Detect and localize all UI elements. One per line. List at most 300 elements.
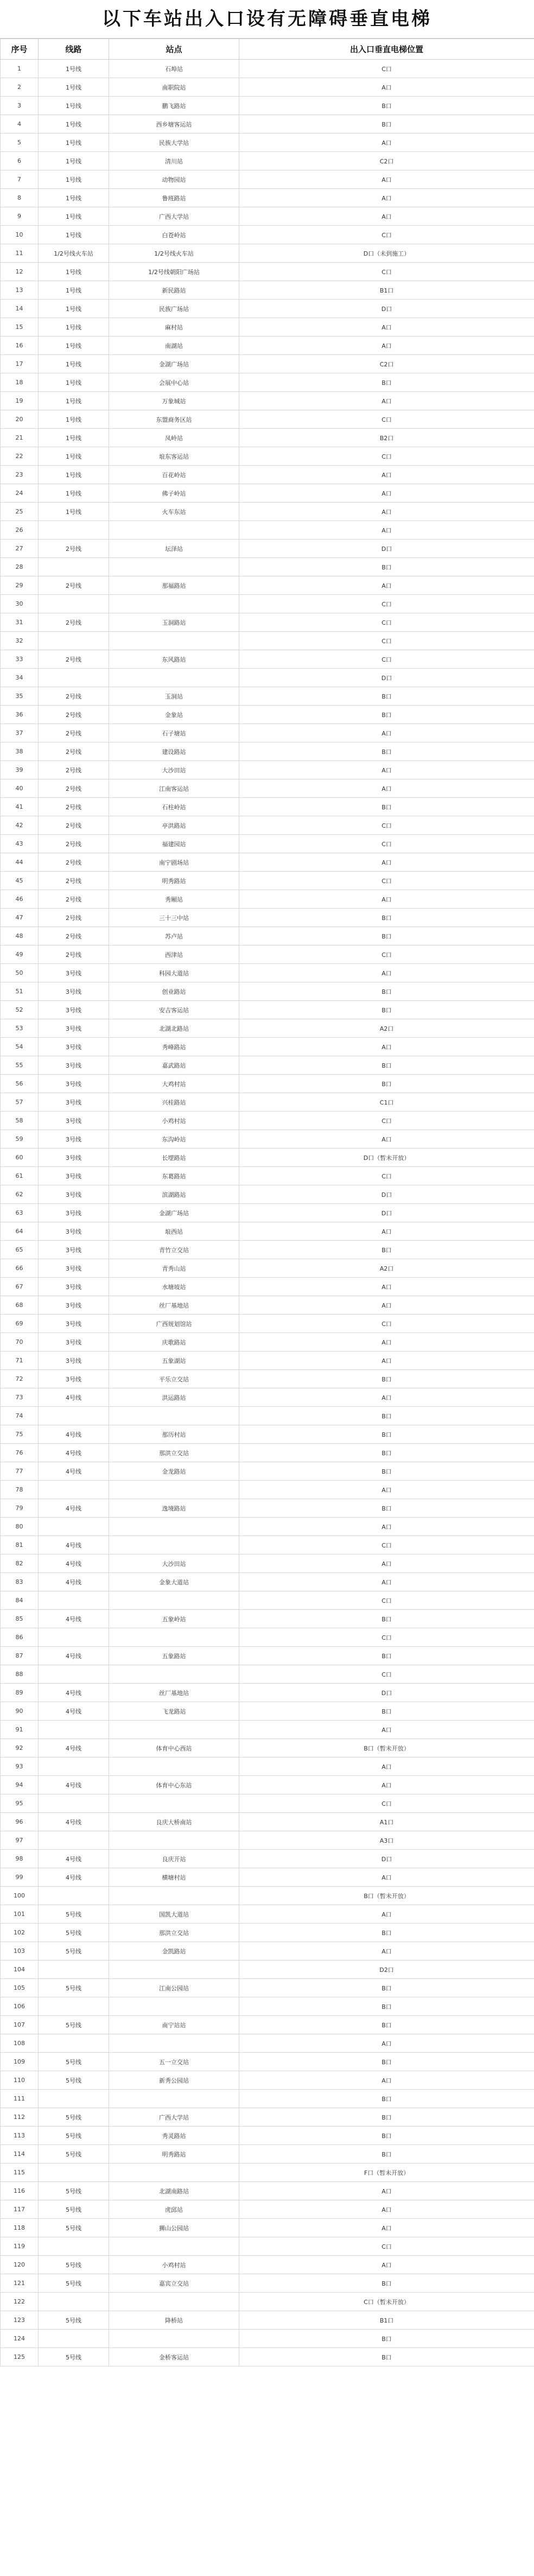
row-number: 120 [1, 2256, 39, 2274]
row-number: 124 [1, 2330, 39, 2348]
row-elevator-position: B口 [239, 2127, 534, 2145]
row-line: 4号线 [39, 1813, 109, 1831]
row-number: 110 [1, 2071, 39, 2090]
table-row [1, 2219, 534, 2237]
row-number: 46 [1, 890, 39, 909]
row-elevator-position: B口 [239, 1425, 534, 1444]
row-station [109, 1721, 239, 1739]
row-elevator-position: A2口 [239, 1019, 534, 1038]
row-number: 34 [1, 669, 39, 687]
row-station [109, 1887, 239, 1905]
row-number: 104 [1, 1960, 39, 1979]
row-number: 119 [1, 2237, 39, 2256]
row-station: 金湖广场站 [109, 1204, 239, 1222]
row-station [109, 1997, 239, 2016]
row-station [109, 1591, 239, 1610]
row-line [39, 521, 109, 540]
table-row [1, 1665, 534, 1684]
row-elevator-position: C口 [239, 946, 534, 964]
row-station [109, 632, 239, 650]
row-elevator-position: D口 [239, 1204, 534, 1222]
row-elevator-position: A口 [239, 2182, 534, 2200]
row-station: 坛泽站 [109, 540, 239, 558]
row-line: 1号线 [39, 503, 109, 521]
row-line: 4号线 [39, 1850, 109, 1868]
row-elevator-position: A口 [239, 724, 534, 743]
table-row [1, 337, 534, 355]
row-line [39, 1518, 109, 1536]
row-elevator-position: C口（暂未开放） [239, 2293, 534, 2311]
row-elevator-position: A口 [239, 170, 534, 189]
table-row [1, 2071, 534, 2090]
row-line: 1号线 [39, 97, 109, 115]
row-elevator-position: C口 [239, 1112, 534, 1130]
row-line: 3号线 [39, 1149, 109, 1167]
row-number: 115 [1, 2163, 39, 2182]
row-line: 4号线 [39, 1536, 109, 1555]
row-number: 12 [1, 263, 39, 281]
row-elevator-position: A口 [239, 134, 534, 152]
table-row [1, 373, 534, 392]
table-row [1, 1555, 534, 1573]
row-elevator-position: A口 [239, 2034, 534, 2053]
table-row [1, 2034, 534, 2053]
row-number: 123 [1, 2311, 39, 2330]
row-line: 3号线 [39, 1352, 109, 1370]
row-number: 101 [1, 1905, 39, 1924]
row-elevator-position: B口 [239, 798, 534, 816]
row-station: 1/2号线火车站 [109, 244, 239, 263]
row-station: 东风路站 [109, 650, 239, 669]
row-elevator-position: A口 [239, 2256, 534, 2274]
row-number: 61 [1, 1167, 39, 1185]
row-line: 3号线 [39, 1315, 109, 1333]
row-line: 3号线 [39, 1075, 109, 1093]
row-line: 3号线 [39, 1001, 109, 1019]
row-number: 70 [1, 1333, 39, 1352]
table-row [1, 1388, 534, 1407]
row-station: 降桥站 [109, 2311, 239, 2330]
row-line [39, 2090, 109, 2108]
row-number: 41 [1, 798, 39, 816]
row-line [39, 1721, 109, 1739]
row-station: 福建园站 [109, 835, 239, 853]
row-number: 42 [1, 816, 39, 835]
table-row [1, 540, 534, 558]
row-number: 72 [1, 1370, 39, 1388]
row-number: 122 [1, 2293, 39, 2311]
row-station [109, 1518, 239, 1536]
row-elevator-position: A口 [239, 1757, 534, 1776]
row-station: 江南客运站 [109, 779, 239, 798]
table-row [1, 115, 534, 134]
row-number: 73 [1, 1388, 39, 1407]
table-row [1, 1222, 534, 1241]
row-line [39, 1665, 109, 1684]
row-line: 3号线 [39, 1038, 109, 1056]
row-number: 28 [1, 558, 39, 576]
row-elevator-position: A口 [239, 2219, 534, 2237]
row-elevator-position: A口 [239, 484, 534, 503]
row-elevator-position: C口 [239, 60, 534, 78]
row-elevator-position: C口 [239, 613, 534, 632]
table-row [1, 78, 534, 97]
row-line: 2号线 [39, 909, 109, 927]
row-station [109, 669, 239, 687]
table-row [1, 706, 534, 724]
row-line: 2号线 [39, 779, 109, 798]
row-elevator-position: A口 [239, 207, 534, 226]
row-elevator-position: A口 [239, 1868, 534, 1887]
row-line: 1号线 [39, 189, 109, 207]
row-number: 84 [1, 1591, 39, 1610]
table-row [1, 1001, 534, 1019]
row-elevator-position: B口 [239, 373, 534, 392]
table-row [1, 1794, 534, 1813]
row-elevator-position: A口 [239, 318, 534, 337]
row-elevator-position: B口 [239, 1370, 534, 1388]
table-row [1, 872, 534, 890]
table-row [1, 1610, 534, 1628]
table-row [1, 521, 534, 540]
table-row [1, 484, 534, 503]
table-row [1, 1887, 534, 1905]
row-elevator-position: C口 [239, 1628, 534, 1647]
row-station: 秀峰路站 [109, 1038, 239, 1056]
row-station: 苏卢站 [109, 927, 239, 946]
table-row [1, 743, 534, 761]
row-station: 金凯路站 [109, 1942, 239, 1960]
row-station: 新秀公园站 [109, 2071, 239, 2090]
row-number: 26 [1, 521, 39, 540]
row-station: 玉洞站 [109, 687, 239, 706]
row-number: 74 [1, 1407, 39, 1425]
row-number: 10 [1, 226, 39, 244]
row-station: 国凯大道站 [109, 1905, 239, 1924]
row-station: 东葛路站 [109, 1167, 239, 1185]
row-line [39, 1794, 109, 1813]
row-elevator-position: A口 [239, 1555, 534, 1573]
row-station: 东沟岭站 [109, 1130, 239, 1149]
row-number: 97 [1, 1831, 39, 1850]
row-elevator-position: C口 [239, 263, 534, 281]
table-row [1, 2256, 534, 2274]
row-line: 4号线 [39, 1555, 109, 1573]
row-station: 横塘村站 [109, 1868, 239, 1887]
row-line: 3号线 [39, 1222, 109, 1241]
row-line: 3号线 [39, 1019, 109, 1038]
row-station [109, 558, 239, 576]
row-line: 1号线 [39, 134, 109, 152]
row-elevator-position: D口 [239, 669, 534, 687]
row-station: 虎邱站 [109, 2200, 239, 2219]
table-header-row [1, 39, 534, 60]
row-elevator-position: C口 [239, 1665, 534, 1684]
row-line: 3号线 [39, 1204, 109, 1222]
row-line [39, 1481, 109, 1499]
row-number: 38 [1, 743, 39, 761]
row-number: 118 [1, 2219, 39, 2237]
row-elevator-position: C2口 [239, 355, 534, 373]
row-station [109, 595, 239, 613]
row-number: 17 [1, 355, 39, 373]
row-number: 27 [1, 540, 39, 558]
row-station: 兴桂路站 [109, 1093, 239, 1112]
table-row [1, 1038, 534, 1056]
table-row [1, 2016, 534, 2034]
table-row [1, 946, 534, 964]
row-station: 金象站 [109, 706, 239, 724]
row-line: 3号线 [39, 982, 109, 1001]
row-line [39, 2237, 109, 2256]
table-row [1, 503, 534, 521]
row-number: 20 [1, 410, 39, 429]
row-line [39, 1591, 109, 1610]
row-elevator-position: A口 [239, 1352, 534, 1370]
row-line: 3号线 [39, 1296, 109, 1315]
row-number: 107 [1, 2016, 39, 2034]
row-elevator-position: A口 [239, 1333, 534, 1352]
table-row [1, 1518, 534, 1536]
row-line: 5号线 [39, 2053, 109, 2071]
table-row [1, 816, 534, 835]
table-row [1, 355, 534, 373]
row-number: 114 [1, 2145, 39, 2163]
row-elevator-position: B口 [239, 2053, 534, 2071]
table-row [1, 2163, 534, 2182]
row-station: 白苍岭站 [109, 226, 239, 244]
row-number: 65 [1, 1241, 39, 1259]
row-station: 那福路站 [109, 576, 239, 595]
row-elevator-position: A口 [239, 853, 534, 872]
row-elevator-position: D口 [239, 540, 534, 558]
row-line: 2号线 [39, 872, 109, 890]
row-line: 1号线 [39, 429, 109, 447]
row-elevator-position: B口 [239, 2348, 534, 2366]
row-station: 狮山公园站 [109, 2219, 239, 2237]
row-number: 98 [1, 1850, 39, 1868]
row-station: 亭洪路站 [109, 816, 239, 835]
row-elevator-position: B口 [239, 1462, 534, 1481]
row-number: 87 [1, 1647, 39, 1665]
row-line: 5号线 [39, 1905, 109, 1924]
row-station: 五一立交站 [109, 2053, 239, 2071]
row-station: 大鸡村站 [109, 1075, 239, 1093]
row-station: 鲁班路站 [109, 189, 239, 207]
row-line: 1号线 [39, 392, 109, 410]
table-row [1, 1591, 534, 1610]
row-number: 40 [1, 779, 39, 798]
row-line [39, 2163, 109, 2182]
row-number: 81 [1, 1536, 39, 1555]
row-line: 5号线 [39, 2219, 109, 2237]
row-station: 新民路站 [109, 281, 239, 300]
table-row [1, 281, 534, 300]
row-line: 1号线 [39, 300, 109, 318]
row-elevator-position: B口 [239, 1924, 534, 1942]
row-number: 39 [1, 761, 39, 779]
row-number: 18 [1, 373, 39, 392]
row-station: 金湖广场站 [109, 355, 239, 373]
table-row [1, 1462, 534, 1481]
row-elevator-position: A口 [239, 1905, 534, 1924]
table-row [1, 1684, 534, 1702]
row-station: 广西大学站 [109, 207, 239, 226]
row-station: 北湖南路站 [109, 2182, 239, 2200]
row-elevator-position: A口 [239, 189, 534, 207]
row-line: 1号线 [39, 484, 109, 503]
row-number: 62 [1, 1185, 39, 1204]
row-number: 7 [1, 170, 39, 189]
table-row [1, 152, 534, 170]
row-number: 67 [1, 1278, 39, 1296]
row-number: 99 [1, 1868, 39, 1887]
table-row [1, 1960, 534, 1979]
row-elevator-position: B口 [239, 982, 534, 1001]
row-line: 1号线 [39, 318, 109, 337]
row-number: 13 [1, 281, 39, 300]
row-line: 5号线 [39, 2200, 109, 2219]
elevator-table [0, 39, 534, 2366]
row-line: 3号线 [39, 1130, 109, 1149]
table-row [1, 60, 534, 78]
row-station: 清川站 [109, 152, 239, 170]
row-elevator-position: B口（暂未开放） [239, 1887, 534, 1905]
row-line: 5号线 [39, 2108, 109, 2127]
row-line: 4号线 [39, 1462, 109, 1481]
row-line: 1号线 [39, 78, 109, 97]
row-number: 82 [1, 1555, 39, 1573]
row-station: 那洪立交站 [109, 1444, 239, 1462]
row-station: 金龙路站 [109, 1462, 239, 1481]
row-number: 37 [1, 724, 39, 743]
row-elevator-position: C口 [239, 1315, 534, 1333]
table-row [1, 1093, 534, 1112]
row-elevator-position: B口 [239, 1241, 534, 1259]
row-elevator-position: A口 [239, 1222, 534, 1241]
row-elevator-position: C口 [239, 1591, 534, 1610]
table-row [1, 429, 534, 447]
row-elevator-position: B口 [239, 2145, 534, 2163]
row-elevator-position: A口 [239, 576, 534, 595]
row-line: 3号线 [39, 1278, 109, 1296]
table-row [1, 798, 534, 816]
table-row [1, 1075, 534, 1093]
row-number: 32 [1, 632, 39, 650]
row-elevator-position: B口 [239, 1056, 534, 1075]
row-number: 33 [1, 650, 39, 669]
row-station: 滨湖路站 [109, 1185, 239, 1204]
row-station: 南宁剧场站 [109, 853, 239, 872]
row-elevator-position: C口 [239, 2237, 534, 2256]
row-number: 59 [1, 1130, 39, 1149]
table-row [1, 189, 534, 207]
row-station [109, 2034, 239, 2053]
table-row [1, 1167, 534, 1185]
row-number: 6 [1, 152, 39, 170]
row-line: 2号线 [39, 927, 109, 946]
row-elevator-position: A1口 [239, 1813, 534, 1831]
row-line: 3号线 [39, 1185, 109, 1204]
table-row [1, 447, 534, 466]
row-station [109, 1536, 239, 1555]
row-number: 36 [1, 706, 39, 724]
table-row [1, 1112, 534, 1130]
table-row [1, 1868, 534, 1887]
row-station: 洪运路站 [109, 1388, 239, 1407]
table-row [1, 2145, 534, 2163]
row-station: 明秀路站 [109, 2145, 239, 2163]
row-number: 29 [1, 576, 39, 595]
row-line [39, 1628, 109, 1647]
row-line: 2号线 [39, 761, 109, 779]
row-line: 2号线 [39, 743, 109, 761]
row-elevator-position: B口 [239, 558, 534, 576]
row-number: 47 [1, 909, 39, 927]
row-station: 小鸡村站 [109, 1112, 239, 1130]
row-number: 50 [1, 964, 39, 982]
row-line: 1号线 [39, 207, 109, 226]
row-station [109, 1481, 239, 1499]
row-station: 民族大学站 [109, 134, 239, 152]
row-line: 2号线 [39, 687, 109, 706]
row-elevator-position: A口 [239, 964, 534, 982]
row-number: 76 [1, 1444, 39, 1462]
row-elevator-position: B口 [239, 743, 534, 761]
table-row [1, 1481, 534, 1499]
row-station: 安吉客运站 [109, 1001, 239, 1019]
row-number: 35 [1, 687, 39, 706]
row-number: 60 [1, 1149, 39, 1167]
row-line [39, 1960, 109, 1979]
table-row [1, 1831, 534, 1850]
row-elevator-position: C口 [239, 410, 534, 429]
row-station: 良庆大桥南站 [109, 1813, 239, 1831]
row-line: 1号线 [39, 226, 109, 244]
row-elevator-position: C口 [239, 1794, 534, 1813]
row-number: 100 [1, 1887, 39, 1905]
row-line: 1号线 [39, 466, 109, 484]
table-row [1, 558, 534, 576]
row-line: 1号线 [39, 115, 109, 134]
table-row [1, 2311, 534, 2330]
row-station: 金象大道站 [109, 1573, 239, 1591]
row-number: 51 [1, 982, 39, 1001]
table-row [1, 263, 534, 281]
row-number: 31 [1, 613, 39, 632]
table-row [1, 1444, 534, 1462]
row-elevator-position: A口 [239, 1573, 534, 1591]
row-elevator-position: B口 [239, 927, 534, 946]
row-number: 22 [1, 447, 39, 466]
row-elevator-position: A口 [239, 1130, 534, 1149]
table-row [1, 1204, 534, 1222]
row-line: 1号线 [39, 337, 109, 355]
row-number: 106 [1, 1997, 39, 2016]
row-number: 48 [1, 927, 39, 946]
row-station: 平乐立交站 [109, 1370, 239, 1388]
row-station [109, 1757, 239, 1776]
table-row [1, 226, 534, 244]
row-line: 2号线 [39, 890, 109, 909]
row-number: 86 [1, 1628, 39, 1647]
row-station: 创业路站 [109, 982, 239, 1001]
row-station: 金桥客运站 [109, 2348, 239, 2366]
row-elevator-position: A口 [239, 78, 534, 97]
row-number: 121 [1, 2274, 39, 2293]
row-line: 5号线 [39, 2127, 109, 2145]
row-station: 万象城站 [109, 392, 239, 410]
